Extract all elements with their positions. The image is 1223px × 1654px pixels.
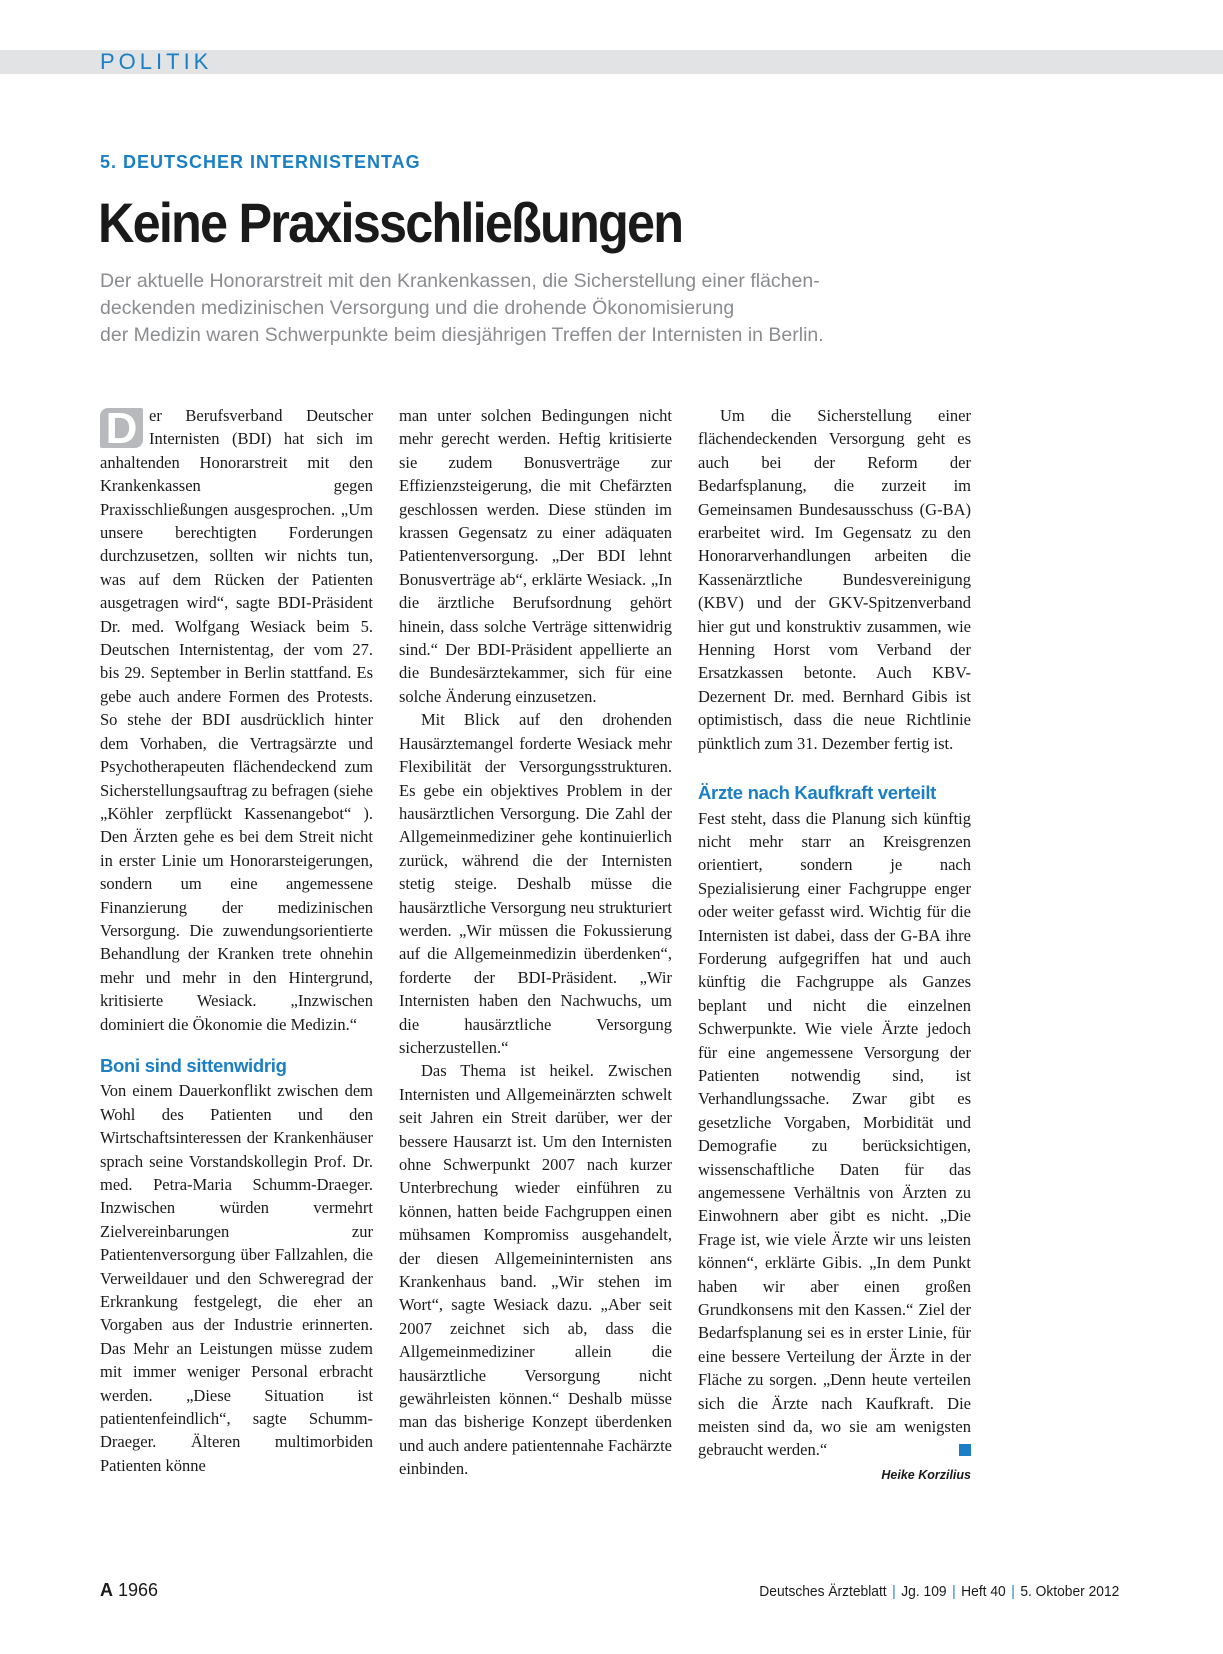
text-column-2 <box>399 404 672 1481</box>
page-number-value: 1966 <box>118 1580 159 1600</box>
drop-cap: D <box>100 408 143 448</box>
section-label: POLITIK <box>100 49 213 74</box>
journal-volume: Jg. 109 <box>900 1583 947 1600</box>
lead-line: deckenden medizinischen Versorgung und die drohende Ökonomisierung <box>100 297 735 319</box>
end-of-article-icon <box>959 1444 971 1456</box>
paragraph: Von einem Dauerkonflikt zwischen dem Wohl des Patienten und den Wirtschaftsinteressen der Krankenhäuser sprach seine Vorstandskollegin Prof. Dr. med. Petra-Maria Schumm-Draeger. Inzwischen würden vermehrt Zielvereinbarungen zur Patientenversorgung über Fallzahlen, die Verweildauer und den Schweregrad der Erkrankung festgelegt, die eher an Vorgaben aus der Industrie erinnerten. Das Mehr an Leistungen müsse zudem mit immer weniger Personal erbracht werden. „Diese Situation ist patientenfeindlich“, sagte Schumm-Draeger. Älteren multimorbiden Patienten könne <box>100 1081 373 1475</box>
author-byline: Heike Korzilius <box>881 1467 971 1482</box>
subheading: Ärzte nach Kaufkraft verteilt <box>698 782 937 804</box>
journal-footer <box>759 1583 1119 1600</box>
text-column-3 <box>698 404 971 1487</box>
subheading: Boni sind sittenwidrig <box>100 1054 287 1076</box>
paragraph: man unter solchen Bedingungen nicht mehr gerecht werden. Heftig kritisierte sie zudem Bonusverträge zur Effizienzsteigerung, die mit Chefärzten geschlossen werden. Diese stünden im krassen Gegensatz zu einer adäquaten Patientenversorgung. „Der BDI lehnt Bonusverträge ab“, erklärte Wesiack. „In die ärztliche Berufsordnung gehört hinein, dass solche Verträge sittenwidrig sind.“ Der BDI-Präsident appellierte an die Bundesärztekammer, sich für eine solche Änderung einzusetzen. <box>399 406 672 706</box>
page-prefix: A <box>100 1580 113 1600</box>
article-kicker: 5. DEUTSCHER INTERNISTENTAG <box>100 152 421 172</box>
paragraph <box>698 807 971 1462</box>
text-column-1 <box>100 404 373 1477</box>
page-number <box>100 1580 158 1601</box>
paragraph: Mit Blick auf den drohenden Hausärztemangel forderte Wesiack mehr Flexibilität der Versorgungsstrukturen. Es gebe ein objektives Problem in der hausärztlichen Versorgung. Die Zahl der Allgemeinmediziner gehe kontinuierlich zurück, während die der Internisten stetig steige. Deshalb müsse die hausärztliche Versorgung neu strukturiert werden. „Wir müssen die Fokussierung auf die Allgemeinmedizin überdenken“, forderte der BDI-Präsident. „Wir Internisten haben den Nachwuchs, um die hausärztliche Versorgung sicherzustellen.“ <box>399 710 672 1057</box>
paragraph: Um die Sicherstellung einer flächendeckenden Versorgung geht es auch bei der Reform der Bedarfsplanung, die zurzeit im Gemeinsamen Bundesausschuss (G-BA) erarbeitet wird. Im Gegensatz zu den Honorarverhandlungen arbeiten die Kassenärztliche Bundesvereinigung (KBV) und der GKV-Spitzenverband hier gut und konstruktiv zusammen, wie Henning Horst vom Verband der Ersatzkassen betonte. Auch KBV-Dezernent Dr. med. Bernhard Gibis ist optimistisch, dass die neue Richtlinie pünktlich zum 31. Dezember fertig ist. <box>698 406 971 753</box>
footer-separator: | <box>891 1583 896 1600</box>
journal-name: Deutsches Ärzteblatt <box>759 1583 887 1600</box>
paragraph-text: Fest steht, dass die Planung sich künftig nicht mehr starr an Kreisgrenzen orientiert, sondern je nach Spezialisierung einer Fachgruppe enger oder weiter gefasst wird. Wichtig für die Internisten ist dabei, dass der G-BA ihre Forderung aufgegriffen hat und auch künftig die Fachgruppe als Ganzes beplant und nicht die einzelnen Schwerpunkte. Wie viele Ärzte jedoch für eine angemessene Versorgung der Patienten notwendig sind, ist Verhandlungssache. Zwar gibt es gesetzliche Vorgaben, Morbidität und Demografie zu berücksichtigen, wissenschaftliche Daten für das angemessene Verhältnis von Ärzten zu Einwohnern aber gibt es nicht. „Die Frage ist, wie viele Ärzte wir uns leisten können“, erklärte Gibis. „In dem Punkt haben wir aber einen großen Grundkonsens mit den Kassen.“ Ziel der Bedarfsplanung sei es in erster Linie, für eine bessere Verteilung der Ärzte in der Fläche zu sorgen. „Denn heute verteilen sich die Ärzte nach Kaufkraft. Die meisten sind da, wo sie am wenigsten gebraucht werden.“ <box>698 808 971 1460</box>
journal-issue: Heft 40 <box>960 1583 1006 1600</box>
lead-line: der Medizin waren Schwerpunkte beim diesjährigen Treffen der Internisten in Berlin. <box>100 324 824 346</box>
journal-date: 5. Oktober 2012 <box>1020 1583 1119 1600</box>
paragraph-text: er Berufsverband Deutscher Internisten (BDI) hat sich im anhaltenden Honorarstreit mit den Krankenkassen gegen Praxisschließungen ausgesprochen. „Um unsere berechtigten Forderungen durchzusetzen, sollten wir nichts tun, was auf dem Rücken der Patienten ausgetragen wird“, sagte BDI-Präsident Dr. med. Wolfgang Wesiack beim 5. Deutschen Internistentag, der vom 27. bis 29. September in Berlin stattfand. Es gebe auch andere Formen des Protests. So stehe der BDI ausdrücklich hinter dem Vorhaben, die Vertragsärzte und Psychotherapeuten flächendeckend zum Sicherstellungsauftrag zu befragen (siehe „Köhler zerpflückt Kassenangebot“ ). Den Ärzten gehe es bei dem Streit nicht in erster Linie um Honorarsteigerungen, sondern um eine angemessene Finanzierung der medizinischen Versorgung. Die zuwendungsorientierte Behandlung der Kranken trete ohnehin mehr und mehr in den Hintergrund, kritisierte Wesiack. „Inzwischen dominiert die Ökonomie die Medizin.“ <box>100 406 373 1034</box>
article-lead <box>100 268 980 349</box>
paragraph <box>100 404 373 1036</box>
footer-separator: | <box>1010 1583 1015 1600</box>
footer-separator: | <box>951 1583 956 1600</box>
lead-line: Der aktuelle Honorarstreit mit den Krankenkassen, die Sicherstellung einer flächen- <box>100 270 820 292</box>
article-title: Keine Praxisschließungen <box>98 191 683 254</box>
paragraph: Das Thema ist heikel. Zwischen Internisten und Allgemeinärzten schwelt seit Jahren ein Streit darüber, wer der bessere Hausarzt ist. Um den Internisten ohne Schwerpunkt 2007 nach kurzer Unterbrechung wieder einführen zu können, hatten beide Fachgruppen einen mühsamen Kompromiss ausgehandelt, der diesen Allgemeininternisten ans Krankenhaus band. „Wir stehen im Wort“, sagte Wesiack dazu. „Aber seit 2007 zeichnet sich ab, dass die Allgemeinmediziner allein die hausärztliche Versorgung nicht gewährleisten können.“ Deshalb müsse man das bisherige Konzept überdenken und auch andere patientennahe Fachärzte einbinden. <box>399 1061 672 1479</box>
